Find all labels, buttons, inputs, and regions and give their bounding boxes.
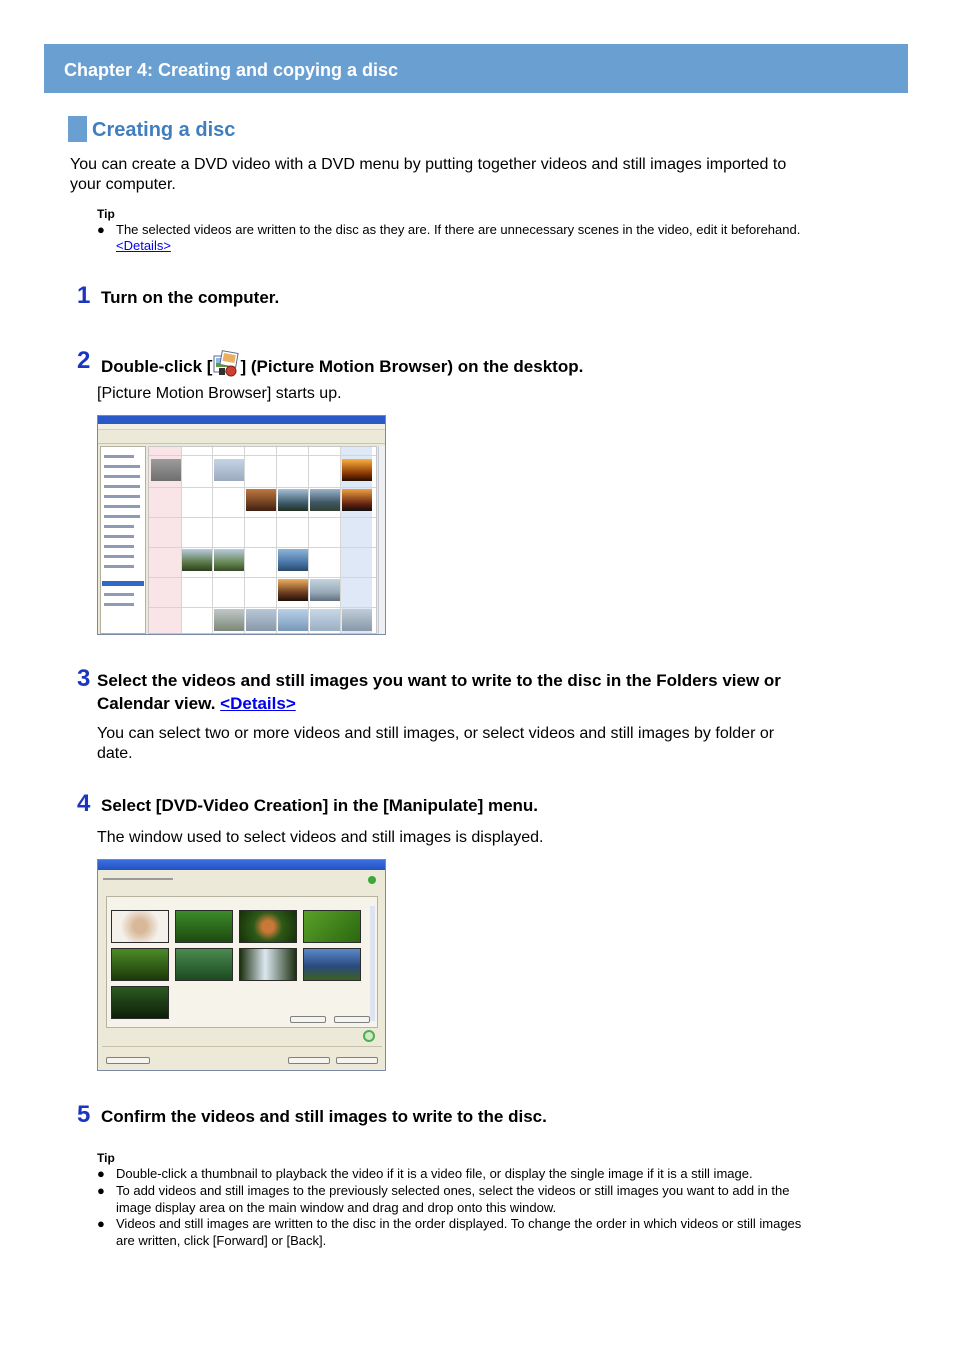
tip-text: Videos and still images are written to the disc in the order displayed. To change the order in which videos or still images xyxy=(116,1216,802,1231)
details-link[interactable]: <Details> xyxy=(116,238,171,253)
thumbnail xyxy=(246,609,276,631)
settings-button xyxy=(106,1057,150,1064)
section-title: Creating a disc xyxy=(92,119,236,141)
thumbnail xyxy=(182,549,212,571)
bullet: ● xyxy=(97,1216,105,1231)
select-all-button xyxy=(290,1016,326,1023)
bullet: ● xyxy=(97,1166,105,1181)
step-text-1: Turn on the computer. xyxy=(101,288,280,307)
window-title-bar xyxy=(98,860,385,870)
thumbnail xyxy=(214,609,244,631)
next-button xyxy=(288,1057,330,1064)
picture-motion-browser-icon xyxy=(212,350,240,378)
thumbnail xyxy=(239,910,297,943)
step-2-before: Double-click [ xyxy=(101,357,213,376)
step-text-2 xyxy=(101,350,583,378)
toolbar xyxy=(98,430,385,444)
step-text-3-line-1: Select the videos and still images you want to write to the disc in the Folders view or xyxy=(97,671,781,690)
thumbnail xyxy=(111,948,169,981)
dvd-creation-screenshot xyxy=(97,859,386,1071)
tip-text: image display area on the main window and drag and drop onto this window. xyxy=(116,1199,557,1215)
disc-usage-icon xyxy=(363,1030,375,1042)
step-text-5: Confirm the videos and still images to write to the disc. xyxy=(101,1107,547,1126)
bullet: ● xyxy=(97,222,105,237)
thumbnail xyxy=(214,549,244,571)
tip-item xyxy=(97,222,897,256)
thumbnail xyxy=(151,459,181,481)
thumbnail xyxy=(239,948,297,981)
thumbnail xyxy=(175,948,233,981)
cancel-button xyxy=(336,1057,378,1064)
tip-label: Tip xyxy=(97,207,115,221)
thumbnail xyxy=(310,489,340,511)
step-2-description: [Picture Motion Browser] starts up. xyxy=(97,385,342,402)
intro-line-2: your computer. xyxy=(70,176,176,193)
thumbnail xyxy=(310,579,340,601)
step-2-after: ] (Picture Motion Browser) on the desktop. xyxy=(240,357,584,376)
instruction-text-placeholder xyxy=(103,878,173,880)
section-marker xyxy=(68,116,87,142)
thumbnail xyxy=(278,489,308,511)
folder-tree xyxy=(100,446,146,634)
divider xyxy=(102,1046,382,1047)
thumbnail xyxy=(310,609,340,631)
bullet: ● xyxy=(97,1183,105,1198)
chapter-header-bar xyxy=(44,44,908,93)
scrollbar xyxy=(370,906,375,1021)
thumbnail xyxy=(278,549,308,571)
calendar-view xyxy=(148,446,377,634)
step-number-5: 5 xyxy=(77,1101,91,1128)
window-title-bar xyxy=(98,416,385,424)
thumbnail xyxy=(246,489,276,511)
step-number-2: 2 xyxy=(77,347,91,374)
step-3-description-line-1: You can select two or more videos and still images, or select videos and still images by folder or xyxy=(97,725,775,742)
clear-all-button xyxy=(334,1016,370,1023)
tip-text: To add videos and still images to the previously selected ones, select the videos or still images you want to add in the xyxy=(116,1183,790,1198)
step-text-4: Select [DVD-Video Creation] in the [Manipulate] menu. xyxy=(101,796,539,815)
thumbnail xyxy=(342,489,372,511)
image-selection-panel xyxy=(106,896,378,1028)
thumbnail xyxy=(214,459,244,481)
tip-item xyxy=(97,1183,897,1217)
tip-text: Double-click a thumbnail to playback the video if it is a video file, or display the single image if it is a still image. xyxy=(116,1166,753,1181)
step-3-description-line-2: date. xyxy=(97,745,133,762)
thumbnail xyxy=(111,910,169,943)
tip-text: are written, click [Forward] or [Back]. xyxy=(116,1232,327,1248)
intro-line-1: You can create a DVD video with a DVD menu by putting together videos and still images imported to xyxy=(70,156,787,173)
step-number-4: 4 xyxy=(77,790,91,817)
chapter-title: Chapter 4: Creating and copying a disc xyxy=(64,60,399,80)
thumbnail xyxy=(303,910,361,943)
help-icon xyxy=(368,876,376,884)
tip-label: Tip xyxy=(97,1151,115,1165)
thumbnail xyxy=(111,986,169,1019)
thumbnail xyxy=(175,910,233,943)
tip-text: The selected videos are written to the disc as they are. If there are unnecessary scenes in the video, edit it beforehand. xyxy=(116,222,801,237)
picture-motion-browser-screenshot xyxy=(97,415,386,635)
scrollbar xyxy=(378,446,385,634)
thumbnail xyxy=(303,948,361,981)
thumbnail xyxy=(342,459,372,481)
selected-folder xyxy=(102,581,144,586)
step-number-3: 3 xyxy=(77,665,91,692)
thumbnail xyxy=(342,609,372,631)
step-text-3-line-2 xyxy=(97,692,296,715)
details-link[interactable]: <Details> xyxy=(220,694,296,713)
tip-item xyxy=(97,1166,897,1183)
step-4-description: The window used to select videos and still images is displayed. xyxy=(97,829,544,846)
thumbnail xyxy=(278,579,308,601)
tip-item xyxy=(97,1216,897,1250)
step-3-text: Calendar view. xyxy=(97,694,216,713)
thumbnail xyxy=(278,609,308,631)
step-number-1: 1 xyxy=(77,282,91,309)
